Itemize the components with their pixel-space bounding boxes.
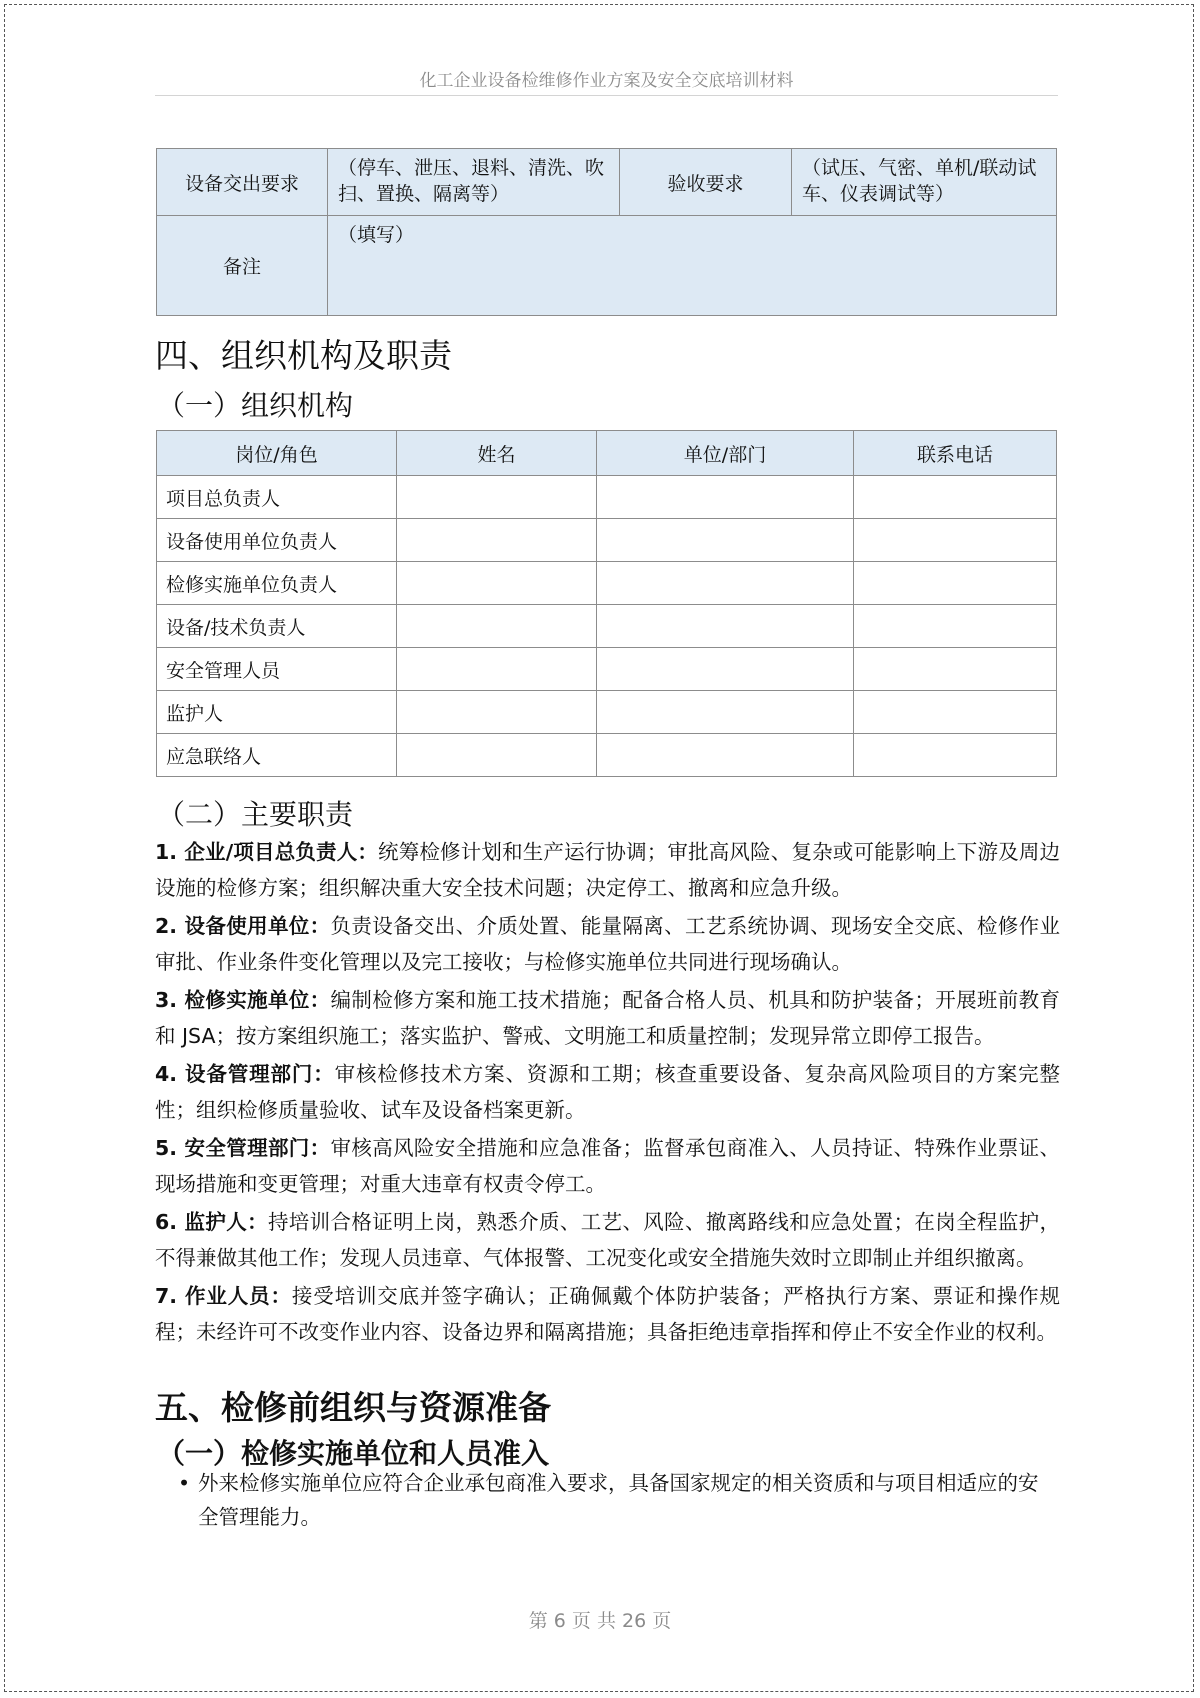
duty-label: 7. 作业人员： xyxy=(155,1284,292,1308)
table-row xyxy=(157,605,1057,648)
org-role-cell: 监护人 xyxy=(157,691,397,734)
duty-item xyxy=(155,982,1060,1054)
duty-item xyxy=(155,834,1060,906)
duty-text: 编制检修方案和施工技术措施；配备合格人员、机具和防护装备；开展班前教育和 JSA；按方案组织施工；落实监护、警戒、文明施工和质量控制；发现异常立即停工报告。 xyxy=(155,988,1060,1048)
org-department-cell xyxy=(597,734,854,777)
org-header-phone: 联系电话 xyxy=(854,431,1057,476)
org-department-cell xyxy=(597,691,854,734)
acceptance-requirement-label: 验收要求 xyxy=(620,149,792,216)
handover-requirement-label: 设备交出要求 xyxy=(157,149,328,216)
table-row xyxy=(157,734,1057,777)
org-name-cell xyxy=(397,691,597,734)
duty-text: 接受培训交底并签字确认；正确佩戴个体防护装备；严格执行方案、票证和操作规程；未经许可不改变作业内容、设备边界和隔离措施；具备拒绝违章指挥和停止不安全作业的权利。 xyxy=(155,1284,1060,1344)
duty-item xyxy=(155,908,1060,980)
table-row xyxy=(157,648,1057,691)
org-phone-cell xyxy=(854,691,1057,734)
duty-text: 审核检修技术方案、资源和工期；核查重要设备、复杂高风险项目的方案完整性；组织检修质量验收、试车及设备档案更新。 xyxy=(155,1062,1060,1122)
org-role-cell: 检修实施单位负责人 xyxy=(157,562,397,605)
org-name-cell xyxy=(397,734,597,777)
page-number: 第 6 页 共 26 页 xyxy=(528,1610,672,1632)
duty-text: 持培训合格证明上岗，熟悉介质、工艺、风险、撤离路线和应急处置；在岗全程监护，不得兼做其他工作；发现人员违章、气体报警、工况变化或安全措施失效时立即制止并组织撤离。 xyxy=(155,1210,1060,1270)
duty-label: 3. 检修实施单位： xyxy=(155,988,331,1012)
org-department-cell xyxy=(597,519,854,562)
list-item xyxy=(178,1466,1058,1534)
org-department-cell xyxy=(597,648,854,691)
section-5-1-title: （一）检修实施单位和人员准入 xyxy=(157,1437,550,1470)
org-name-cell xyxy=(397,605,597,648)
org-name-cell xyxy=(397,476,597,519)
duty-label: 2. 设备使用单位： xyxy=(155,914,331,938)
duty-item xyxy=(155,1204,1060,1276)
org-role-cell: 设备/技术负责人 xyxy=(157,605,397,648)
bullet-text: 外来检修实施单位应符合企业承包商准入要求，具备国家规定的相关资质和与项目相适应的安全管理能力。 xyxy=(198,1471,1039,1529)
org-role-cell: 安全管理人员 xyxy=(157,648,397,691)
duty-item xyxy=(155,1056,1060,1128)
org-header-department: 单位/部门 xyxy=(597,431,854,476)
section-4-2-title: （二）主要职责 xyxy=(157,798,354,831)
org-phone-cell xyxy=(854,476,1057,519)
bullet-dot-icon: • xyxy=(178,1471,191,1495)
handover-requirement-value: （停车、泄压、退料、清洗、吹扫、置换、隔离等） xyxy=(328,149,620,216)
table-row xyxy=(157,562,1057,605)
duty-label: 4. 设备管理部门： xyxy=(155,1062,335,1086)
section-4-title: 四、组织机构及职责 xyxy=(155,336,452,375)
duty-label: 1. 企业/项目总负责人： xyxy=(155,840,379,864)
duties-list xyxy=(155,834,1060,1352)
acceptance-requirement-value: （试压、气密、单机/联动试车、仪表调试等） xyxy=(792,149,1057,216)
org-phone-cell xyxy=(854,648,1057,691)
header-divider xyxy=(155,95,1058,96)
org-role-cell: 项目总负责人 xyxy=(157,476,397,519)
duty-text: 负责设备交出、介质处置、能量隔离、工艺系统协调、现场安全交底、检修作业审批、作业条件变化管理以及完工接收；与检修实施单位共同进行现场确认。 xyxy=(155,914,1060,974)
org-department-cell xyxy=(597,605,854,648)
table-row xyxy=(157,519,1057,562)
org-name-cell xyxy=(397,648,597,691)
org-header-name: 姓名 xyxy=(397,431,597,476)
org-phone-cell xyxy=(854,605,1057,648)
org-name-cell xyxy=(397,519,597,562)
duty-label: 6. 监护人： xyxy=(155,1210,268,1234)
org-phone-cell xyxy=(854,562,1057,605)
org-department-cell xyxy=(597,562,854,605)
org-role-cell: 应急联络人 xyxy=(157,734,397,777)
table-row xyxy=(157,691,1057,734)
duty-label: 5. 安全管理部门： xyxy=(155,1136,331,1160)
duty-item xyxy=(155,1130,1060,1202)
remarks-value: （填写） xyxy=(328,216,1057,316)
section-4-1-title: （一）组织机构 xyxy=(157,389,354,422)
table-row xyxy=(157,476,1057,519)
org-phone-cell xyxy=(854,734,1057,777)
org-department-cell xyxy=(597,476,854,519)
page-header: 化工企业设备检维修作业方案及安全交底培训材料 xyxy=(419,71,794,91)
org-header-role: 岗位/角色 xyxy=(157,431,397,476)
bullet-list xyxy=(178,1466,1058,1534)
duty-item xyxy=(155,1278,1060,1350)
org-role-cell: 设备使用单位负责人 xyxy=(157,519,397,562)
duty-text: 统筹检修计划和生产运行协调；审批高风险、复杂或可能影响上下游及周边设施的检修方案；组织解决重大安全技术问题；决定停工、撤离和应急升级。 xyxy=(155,840,1060,900)
org-name-cell xyxy=(397,562,597,605)
remarks-label: 备注 xyxy=(157,216,328,316)
equipment-handover-table xyxy=(156,148,1057,316)
org-phone-cell xyxy=(854,519,1057,562)
section-5-title: 五、检修前组织与资源准备 xyxy=(155,1388,551,1427)
duty-text: 审核高风险安全措施和应急准备；监督承包商准入、人员持证、特殊作业票证、现场措施和变更管理；对重大违章有权责令停工。 xyxy=(155,1136,1060,1196)
organization-table xyxy=(156,430,1057,777)
